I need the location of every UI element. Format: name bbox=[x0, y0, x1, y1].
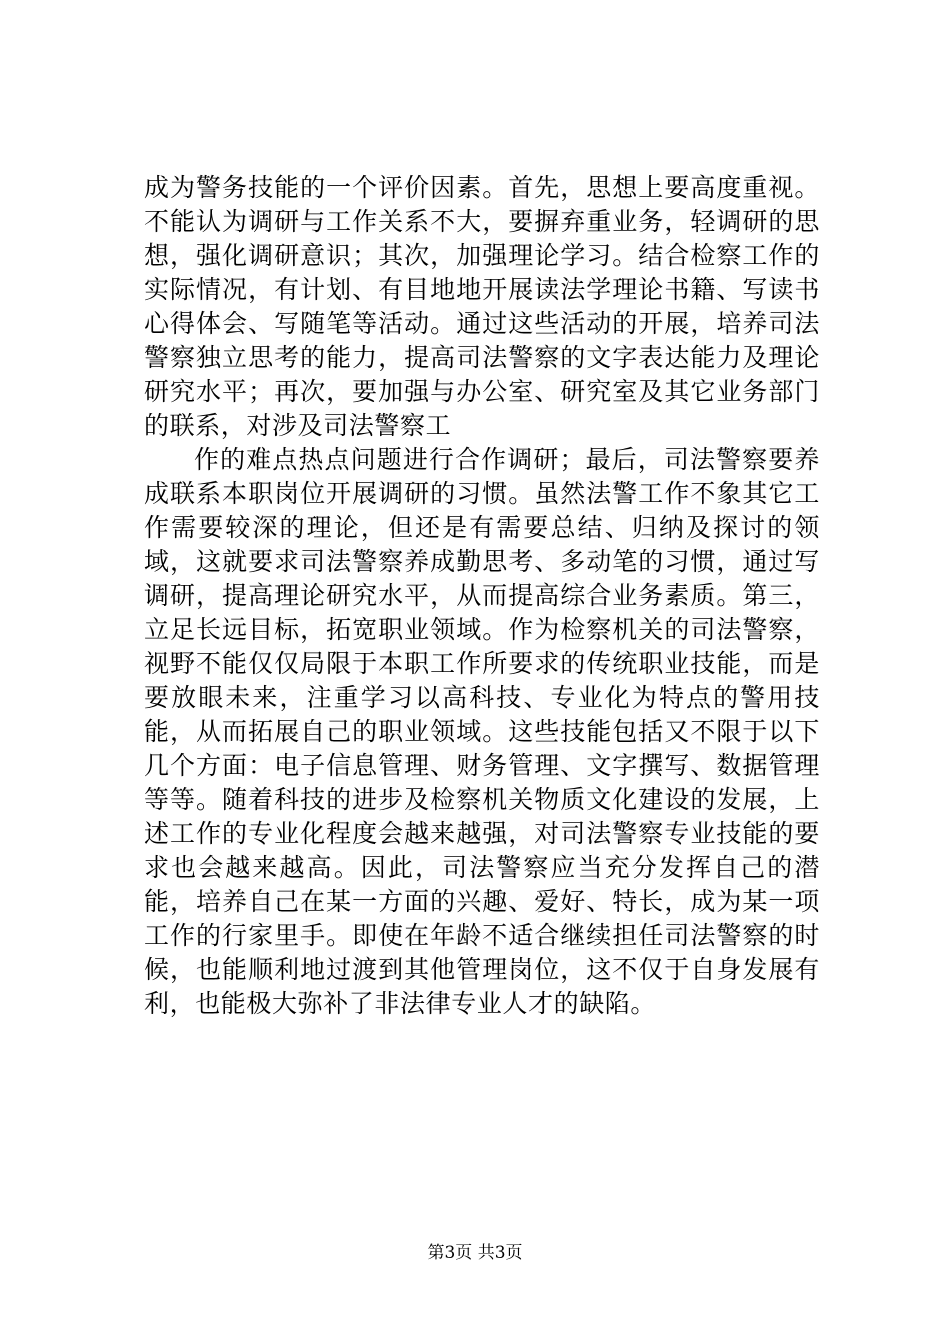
document-body bbox=[144, 171, 820, 1021]
paragraph-1: 成为警务技能的一个评价因素。首先，思想上要高度重视。不能认为调研与工作关系不大，要摒弃重业务，轻调研的思想，强化调研意识；其次，加强理论学习。结合检察工作的实际情况，有计划、有目地地开展读法学理论书籍、写读书心得体会、写随笔等活动。通过这些活动的开展，培养司法警察独立思考的能力，提高司法警察的文字表达能力及理论研究水平；再次，要加强与办公室、研究室及其它业务部门的联系，对涉及司法警察工 bbox=[144, 173, 820, 440]
paragraph-2: 作的难点热点问题进行合作调研；最后，司法警察要养成联系本职岗位开展调研的习惯。虽然法警工作不象其它工作需要较深的理论，但还是有需要总结、归纳及探讨的领域，这就要求司法警察养成勤思考、多动笔的习惯，通过写调研，提高理论研究水平，从而提高综合业务素质。第三，立足长远目标，拓宽职业领域。作为检察机关的司法警察，视野不能仅仅局限于本职工作所要求的传统职业技能，而是要放眼未来，注重学习以高科技、专业化为特点的警用技能，从而拓展自己的职业领域。这些技能包括又不限于以下几个方面：电子信息管理、财务管理、文字撰写、数据管理等等。随着科技的进步及检察机关物质文化建设的发展，上述工作的专业化程度会越来越强，对司法警察专业技能的要求也会越来越高。因此，司法警察应当充分发挥自己的潜能，培养自己在某一方面的兴趣、爱好、特长，成为某一项工作的行家里手。即使在年龄不适合继续担任司法警察的时候，也能顺利地过渡到其他管理岗位，这不仅于自身发展有利，也能极大弥补了非法律专业人才的缺陷。 bbox=[144, 445, 820, 1018]
page-number: 第3页 共3页 bbox=[427, 1243, 523, 1263]
page-footer bbox=[0, 1241, 950, 1265]
